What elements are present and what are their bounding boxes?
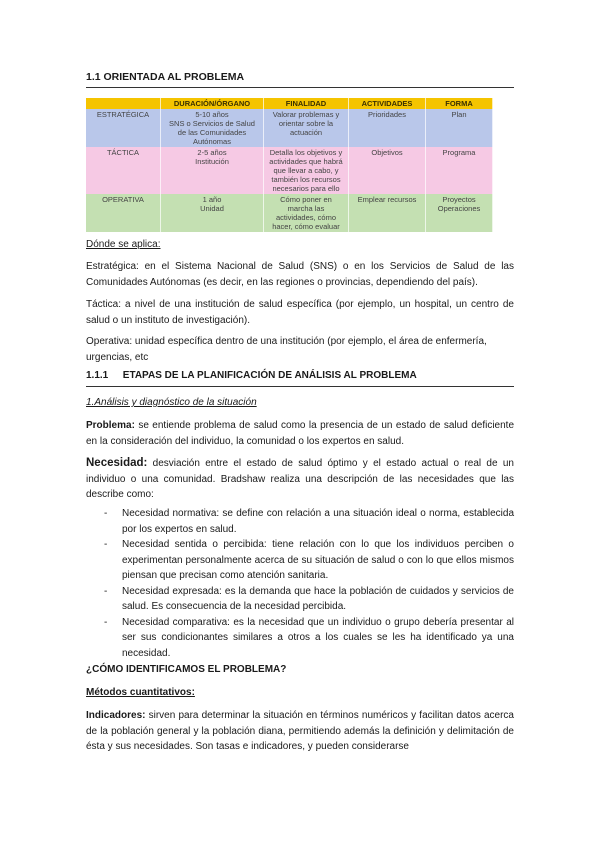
list-item: - Necesidad sentida o percibida: tiene relación con lo que los individuos perciben o experimentan personalmente acerca de su situación de salud o con lo que ellos mismos piensan que precisan como atención sanitaria. xyxy=(86,537,514,584)
subsection-title: ETAPAS DE LA PLANIFICACIÓN DE ANÁLISIS AL PROBLEMA xyxy=(122,370,417,381)
subsection-number: 1.1.1 xyxy=(86,370,109,381)
table-cell: Detalla los objetivos y actividades que habrá que llevar a cabo, y también los recursos necesarios para ello xyxy=(264,147,349,194)
table-cell xyxy=(161,109,264,147)
table-cell: Prioridades xyxy=(349,109,426,147)
table-header-row xyxy=(86,98,493,109)
methods-heading: Métodos cuantitativos: xyxy=(86,687,195,698)
table-cell xyxy=(161,194,264,232)
indicators-text: sirven para determinar la situación en términos numéricos y facilitan datos acerca de la población general y la población diana, permitiendo además la definición y delimitación de ésta y sus necesidades. Son tasas e indicadores, y pueden considerarse xyxy=(86,710,514,752)
table-cell: Valorar problemas y orientar sobre la actuación xyxy=(264,109,349,147)
tactical-paragraph: Táctica: a nivel de una institución de salud específica (por ejemplo, un hospital, un centro de salud o un instituto de investigación). xyxy=(86,299,514,326)
need-paragraph xyxy=(86,456,514,503)
need-term: Necesidad: xyxy=(86,457,148,469)
analysis-subtitle: 1.Análisis y diagnóstico de la situación xyxy=(86,397,257,408)
need-text: desviación entre el estado de salud óptimo y el estado actual o real de un individuo o una comunidad. Bradshaw realiza una descripción de las necesidades que las describe como: xyxy=(86,458,514,500)
needs-list xyxy=(86,506,514,661)
problem-term: Problema: xyxy=(86,420,135,431)
table-cell: Emplear recursos xyxy=(349,194,426,232)
operative-paragraph: Operativa: unidad específica dentro de una institución (por ejemplo, el área de enfermería, urgencias, etc xyxy=(86,336,487,363)
table-header-cell: ACTIVIDADES xyxy=(349,98,426,109)
list-item: - Necesidad normativa: se define con relación a una situación ideal o norma, establecida por los expertos en salud. xyxy=(86,506,514,537)
cell-line: Institución xyxy=(195,157,229,166)
planning-table xyxy=(86,98,493,232)
cell-line: Proyectos xyxy=(442,195,476,204)
table-cell xyxy=(161,147,264,194)
table-cell: ESTRATÉGICA xyxy=(86,109,161,147)
where-applied-title: Dónde se aplica: xyxy=(86,239,161,250)
cell-line: Unidad xyxy=(200,204,224,213)
problem-text: se entiende problema de salud como la presencia de un estado de salud deficiente en la consideración del individuo, la comunidad o los expertos en salud. xyxy=(86,420,514,447)
table-cell: TÁCTICA xyxy=(86,147,161,194)
table-cell: Objetivos xyxy=(349,147,426,194)
table-cell: Programa xyxy=(426,147,493,194)
cell-line: SNS o Servicios de Salud de las Comunidades Autónomas xyxy=(169,119,255,146)
table-cell: OPERATIVA xyxy=(86,194,161,232)
table-cell: Plan xyxy=(426,109,493,147)
cell-line: 1 año xyxy=(202,195,222,204)
section-heading: 1.1 ORIENTADA AL PROBLEMA xyxy=(86,71,245,83)
cell-line: Operaciones xyxy=(437,204,481,213)
table-row xyxy=(86,194,493,232)
cell-line: 2-5 años xyxy=(197,148,227,157)
table-row xyxy=(86,147,493,194)
subsection-heading xyxy=(86,370,514,381)
indicators-term: Indicadores: xyxy=(86,710,146,721)
list-item: - Necesidad comparativa: es la necesidad que un individuo o grupo debería presentar al ser sus condicionantes similares a otros a los cuales se les ha identificado ya una necesidad. xyxy=(86,615,514,662)
indicators-paragraph xyxy=(86,708,514,755)
table-cell: Cómo poner en marcha las actividades, cómo hacer, cómo evaluar xyxy=(264,194,349,232)
table-header-cell: DURACIÓN/ÓRGANO xyxy=(161,98,264,109)
heading-underline xyxy=(86,87,514,88)
strategic-paragraph: Estratégica: en el Sistema Nacional de Salud (SNS) o en los Servicios de Salud de las Comunidades Autónomas (es decir, en las regiones o provincias, dependiendo del país). xyxy=(86,261,514,288)
subsection-underline xyxy=(86,386,514,387)
table-cell xyxy=(426,194,493,232)
table-row xyxy=(86,109,493,147)
table-header-cell: FORMA xyxy=(426,98,493,109)
table-header-cell: FINALIDAD xyxy=(264,98,349,109)
table-header-cell xyxy=(86,98,161,109)
list-item: - Necesidad expresada: es la demanda que hace la población de cuidados y servicios de salud. Es consecuencia de la necesidad percibida. xyxy=(86,584,514,615)
cell-line: 5-10 años xyxy=(195,110,229,119)
question-heading: ¿CÓMO IDENTIFICAMOS EL PROBLEMA? xyxy=(86,664,287,675)
problem-paragraph xyxy=(86,418,514,449)
